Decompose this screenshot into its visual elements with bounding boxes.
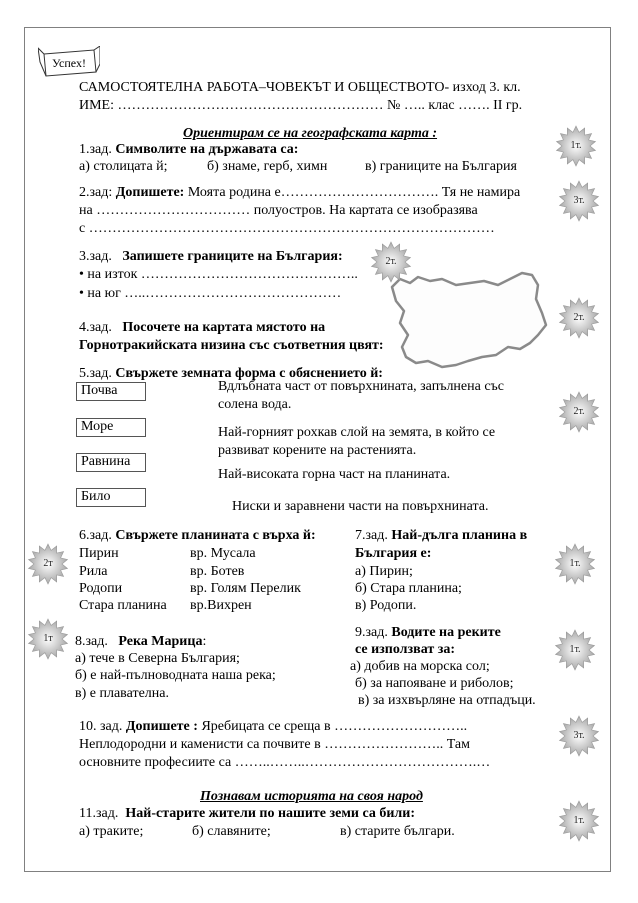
q3-east-line: • на изток ……………………………………….. [79, 267, 358, 282]
q9-prompt-line2: се използват за: [355, 642, 456, 657]
name-line: ИМЕ: ………………………………………………… № ….. клас ……. II гр. [79, 98, 523, 113]
points-text-q6: 2т [43, 558, 53, 569]
q10-line2: Неплодородни и каменисти са почвите в …………………….. Там [79, 737, 470, 752]
q6-peak-1: вр. Мусала [190, 546, 256, 561]
points-badge-q2 [558, 180, 600, 222]
q7-option-c: в) Родопи. [355, 598, 417, 613]
q11-heading [79, 805, 415, 822]
section-geography-title: Ориентирам се на географската карта : [183, 126, 438, 141]
points-badge-q1 [555, 125, 597, 167]
q3-label: 3.зад. [79, 249, 112, 264]
q8-label: 8.зад. [75, 634, 108, 649]
q7-label: 7.зад. [355, 528, 388, 543]
points-badge-q11 [558, 800, 600, 842]
q9-label: 9.зад. [355, 625, 388, 640]
q2-line2: на …………………………… полуостров. На картата се изобразява [79, 203, 478, 218]
q1-label: 1.зад. [79, 142, 112, 157]
q4-line2: Горнотракийската низина със съответния цвят: [79, 338, 384, 353]
q3-prompt: Запишете границите на България: [122, 249, 343, 264]
landform-box-ravnina[interactable]: Равнина [76, 453, 146, 472]
q6-mountain-3: Родопи [79, 581, 123, 596]
points-badge-q3 [370, 241, 412, 283]
q4-label: 4.зад. [79, 320, 112, 335]
points-badge-q10 [558, 715, 600, 757]
q7-option-b: б) Стара планина; [355, 581, 462, 596]
banner-scroll [38, 46, 100, 82]
q5-definition-2a: Най-горният рохкав слой на земята, в който се [218, 425, 496, 440]
q5-label: 5.зад. [79, 366, 112, 381]
q11-option-a: а) траките; [79, 824, 144, 839]
q9-prompt-line1: Водите на реките [391, 625, 501, 640]
q5-definition-1a: Вдлъбната част от повърхнината, запълнена със [218, 379, 505, 394]
q4-prompt-line1: Посочете на картата мястото на [122, 320, 326, 335]
q2-label: 2.зад: [79, 185, 113, 200]
q9-heading [355, 624, 501, 641]
q1-prompt: Символите на държавата са: [115, 142, 299, 157]
q11-option-c: в) старите българи. [340, 824, 455, 839]
q6-mountain-4: Стара планина [79, 598, 167, 613]
q8-option-c: в) е плавателна. [75, 686, 169, 701]
q8-option-a: а) тече в Северна България; [75, 651, 240, 666]
q1-heading [79, 141, 298, 158]
q9-option-b: б) за напояване и риболов; [355, 676, 514, 691]
q7-prompt-line1: Най-дълга планина в [391, 528, 528, 543]
q10-label: 10. зад. [79, 719, 123, 734]
q7-prompt-line2: България е: [355, 546, 432, 561]
points-text-q7: 1т. [569, 558, 581, 569]
points-text-q9: 1т. [569, 644, 581, 655]
section-history-title: Познавам историята на своя народ [200, 789, 423, 804]
landform-box-more[interactable]: Море [76, 418, 146, 437]
q6-peak-3: вр. Голям Перелик [190, 581, 301, 596]
q10-line1 [79, 718, 467, 735]
q6-mountain-2: Рила [79, 564, 108, 579]
points-text-q1: 1т. [570, 140, 582, 151]
q6-peak-4: вр.Вихрен [190, 598, 252, 613]
q1-option-b: б) знаме, герб, химн [207, 159, 328, 174]
q9-option-a: а) добив на морска сол; [350, 659, 490, 674]
q11-option-b: б) славяните; [192, 824, 271, 839]
points-text-q8: 1т [43, 633, 53, 644]
points-badge-q8 [27, 618, 69, 660]
q6-mountain-1: Пирин [79, 546, 119, 561]
q11-prompt: Най-старите жители по нашите земи са били: [125, 806, 415, 821]
q2-prompt: Допишете: [115, 185, 185, 200]
landform-box-pochva[interactable]: Почва [76, 382, 146, 401]
q5-definition-3: Най-високата горна част на планината. [218, 467, 451, 482]
q2-text1: Моята родина е……………………………. Тя не намира [184, 185, 521, 200]
points-badge-q9 [554, 629, 596, 671]
q5-definition-2b: развиват корените на растенията. [218, 443, 417, 458]
points-badge-q5 [558, 391, 600, 433]
points-text-q2: 3т. [573, 195, 585, 206]
points-badge-q6 [27, 543, 69, 585]
q1-option-c: в) границите на България [365, 159, 517, 174]
banner-label: Успех! [52, 56, 86, 70]
points-text-q4: 2т. [573, 312, 585, 323]
q3-heading [79, 248, 343, 265]
points-text-q10: 3т. [573, 730, 585, 741]
q4-line1 [79, 319, 325, 336]
q8-heading: 8.зад. Река Марица: [75, 634, 207, 649]
q6-peak-2: вр. Ботев [190, 564, 245, 579]
q2-line3: с …………………………………………………………………………… [79, 221, 495, 236]
q5-definition-4: Ниски и заравнени части на повърхнината. [232, 499, 489, 514]
points-badge-q7 [554, 543, 596, 585]
q10-prompt: Допишете : [125, 719, 198, 734]
q8-prompt: Река Марица [118, 634, 203, 649]
q6-heading [79, 527, 316, 544]
q10-line3: основните професиите са ……..……..……………………………….… [79, 755, 491, 770]
points-text-q5: 2т. [573, 406, 585, 417]
q6-prompt: Свържете планината с върха й: [115, 528, 316, 543]
q3-south-line: • на юг …..…………………………………… [79, 286, 342, 301]
q5-definition-1b: солена вода. [218, 397, 292, 412]
q2-line1 [79, 184, 520, 201]
q9-option-c: в) за изхвърляне на отпадъци. [358, 693, 536, 708]
q6-label: 6.зад. [79, 528, 112, 543]
points-text-q11: 1т. [573, 815, 585, 826]
worksheet-title: САМОСТОЯТЕЛНА РАБОТА–ЧОВЕКЪТ И ОБЩЕСТВОТО- изход 3. кл. [79, 80, 521, 95]
points-badge-q4 [558, 297, 600, 339]
q10-text1: Яребицата се среща в ……………………….. [197, 719, 468, 734]
q1-option-a: а) столицата й; [79, 159, 168, 174]
q11-label: 11.зад. [79, 806, 119, 821]
q8-option-b: б) е най-пълноводната наша река; [75, 668, 276, 683]
q7-heading [355, 527, 527, 544]
q7-option-a: а) Пирин; [355, 564, 413, 579]
points-text-q3: 2т. [385, 256, 397, 267]
landform-box-bilo[interactable]: Било [76, 488, 146, 507]
q5-prompt: Свържете земната форма с обяснението й: [115, 366, 383, 381]
